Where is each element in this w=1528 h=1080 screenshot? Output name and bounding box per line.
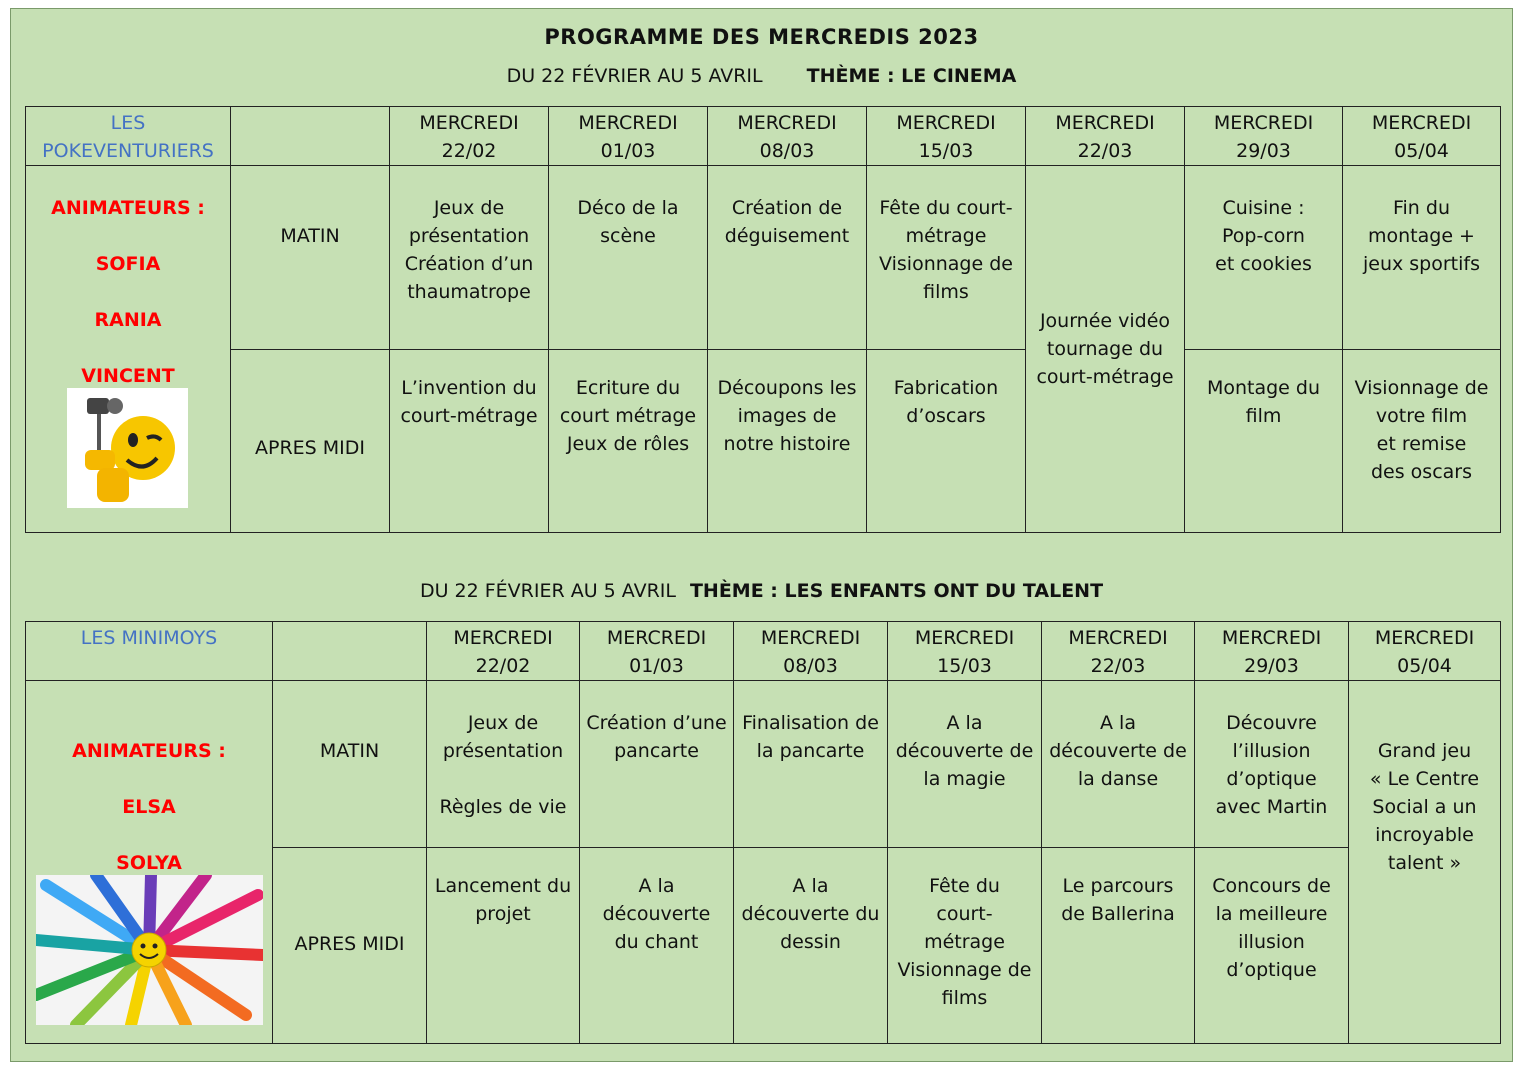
group1-merged-activity: Journée vidéo tournage du court-métrage bbox=[1026, 166, 1185, 533]
group2-pencils-image bbox=[36, 875, 263, 1025]
group2-am-3: A la découverte du dessin bbox=[734, 848, 888, 1044]
group2-matin-row bbox=[26, 681, 1501, 848]
group2-merged-activity: Grand jeu « Le Centre Social a un incroyable talent » bbox=[1349, 681, 1501, 1044]
group1-date-2: MERCREDI 01/03 bbox=[549, 107, 708, 166]
group1-table bbox=[25, 106, 1501, 533]
group1-animators: ANIMATEURS : SOFIA RANIA VINCENT bbox=[51, 197, 205, 387]
group1-subtitle bbox=[11, 65, 1512, 87]
group2-theme: THÈME : LES ENFANTS ONT DU TALENT bbox=[689, 580, 1104, 602]
group2-apres-midi-label: APRES MIDI bbox=[273, 848, 427, 1044]
group2-animators: ANIMATEURS : ELSA SOLYA bbox=[72, 740, 226, 874]
group2-am-6: Concours de la meilleure illusion d’optique bbox=[1195, 848, 1349, 1044]
group1-empty-header bbox=[231, 107, 390, 166]
group1-matin-1: Jeux de présentation Création d’un thaumatrope bbox=[390, 166, 549, 350]
group1-theme: THÈME : LE CINEMA bbox=[806, 65, 1017, 87]
group2-am-1: Lancement du projet bbox=[427, 848, 580, 1044]
group1-date-5: MERCREDI 22/03 bbox=[1026, 107, 1185, 166]
group1-matin-6: Cuisine : Pop-corn et cookies bbox=[1185, 166, 1343, 350]
group2-date-5: MERCREDI 22/03 bbox=[1042, 622, 1195, 681]
group2-period: DU 22 FÉVRIER AU 5 AVRIL bbox=[419, 580, 676, 602]
group2-animators-cell bbox=[26, 681, 273, 1044]
group2-am-2: A la découverte du chant bbox=[580, 848, 734, 1044]
group1-am-1: L’invention du court-métrage bbox=[390, 350, 549, 533]
group1-matin-label: MATIN bbox=[231, 166, 390, 350]
group2-am-5: Le parcours de Ballerina bbox=[1042, 848, 1195, 1044]
page-title: PROGRAMME DES MERCREDIS 2023 bbox=[544, 25, 979, 49]
group2-table bbox=[25, 621, 1501, 1044]
group1-matin-7: Fin du montage + jeux sportifs bbox=[1343, 166, 1501, 350]
group1-date-3: MERCREDI 08/03 bbox=[708, 107, 867, 166]
group2-matin-6: Découvre l’illusion d’optique avec Martin bbox=[1195, 681, 1349, 848]
group2-matin-1: Jeux de présentation Règles de vie bbox=[427, 681, 580, 848]
group1-emoji-camera-image bbox=[67, 388, 188, 508]
group1-date-6: MERCREDI 29/03 bbox=[1185, 107, 1343, 166]
group2-matin-4: A la découverte de la magie bbox=[888, 681, 1042, 848]
group2-matin-3: Finalisation de la pancarte bbox=[734, 681, 888, 848]
group2-am-4: Fête du court- métrage Visionnage de films bbox=[888, 848, 1042, 1044]
group1-matin-row bbox=[26, 166, 1501, 350]
group1-name: LES POKEVENTURIERS bbox=[26, 107, 231, 166]
group2-matin-5: A la découverte de la danse bbox=[1042, 681, 1195, 848]
group2-header-row bbox=[26, 622, 1501, 681]
group2-date-2: MERCREDI 01/03 bbox=[580, 622, 734, 681]
group2-date-6: MERCREDI 29/03 bbox=[1195, 622, 1349, 681]
group1-matin-2: Déco de la scène bbox=[549, 166, 708, 350]
group1-am-4: Fabrication d’oscars bbox=[867, 350, 1026, 533]
group2-matin-label: MATIN bbox=[273, 681, 427, 848]
group2-date-3: MERCREDI 08/03 bbox=[734, 622, 888, 681]
group1-am-3: Découpons les images de notre histoire bbox=[708, 350, 867, 533]
group2-date-7: MERCREDI 05/04 bbox=[1349, 622, 1501, 681]
group1-matin-4: Fête du court- métrage Visionnage de films bbox=[867, 166, 1026, 350]
group1-am-7: Visionnage de votre film et remise des oscars bbox=[1343, 350, 1501, 533]
group1-date-7: MERCREDI 05/04 bbox=[1343, 107, 1501, 166]
group1-animators-cell bbox=[26, 166, 231, 533]
group1-apres-midi-row bbox=[26, 350, 1501, 533]
group1-am-6: Montage du film bbox=[1185, 350, 1343, 533]
group1-date-1: MERCREDI 22/02 bbox=[390, 107, 549, 166]
group1-period: DU 22 FÉVRIER AU 5 AVRIL bbox=[506, 65, 763, 87]
program-page bbox=[10, 8, 1513, 1062]
group1-am-2: Ecriture du court métrage Jeux de rôles bbox=[549, 350, 708, 533]
group2-name: LES MINIMOYS bbox=[26, 622, 273, 681]
group1-matin-3: Création de déguisement bbox=[708, 166, 867, 350]
group2-subtitle bbox=[11, 580, 1512, 602]
group1-apres-midi-label: APRES MIDI bbox=[231, 350, 390, 533]
group1-date-4: MERCREDI 15/03 bbox=[867, 107, 1026, 166]
group2-matin-2: Création d’une pancarte bbox=[580, 681, 734, 848]
group1-header-row bbox=[26, 107, 1501, 166]
group2-date-1: MERCREDI 22/02 bbox=[427, 622, 580, 681]
group2-empty-header bbox=[273, 622, 427, 681]
group2-date-4: MERCREDI 15/03 bbox=[888, 622, 1042, 681]
